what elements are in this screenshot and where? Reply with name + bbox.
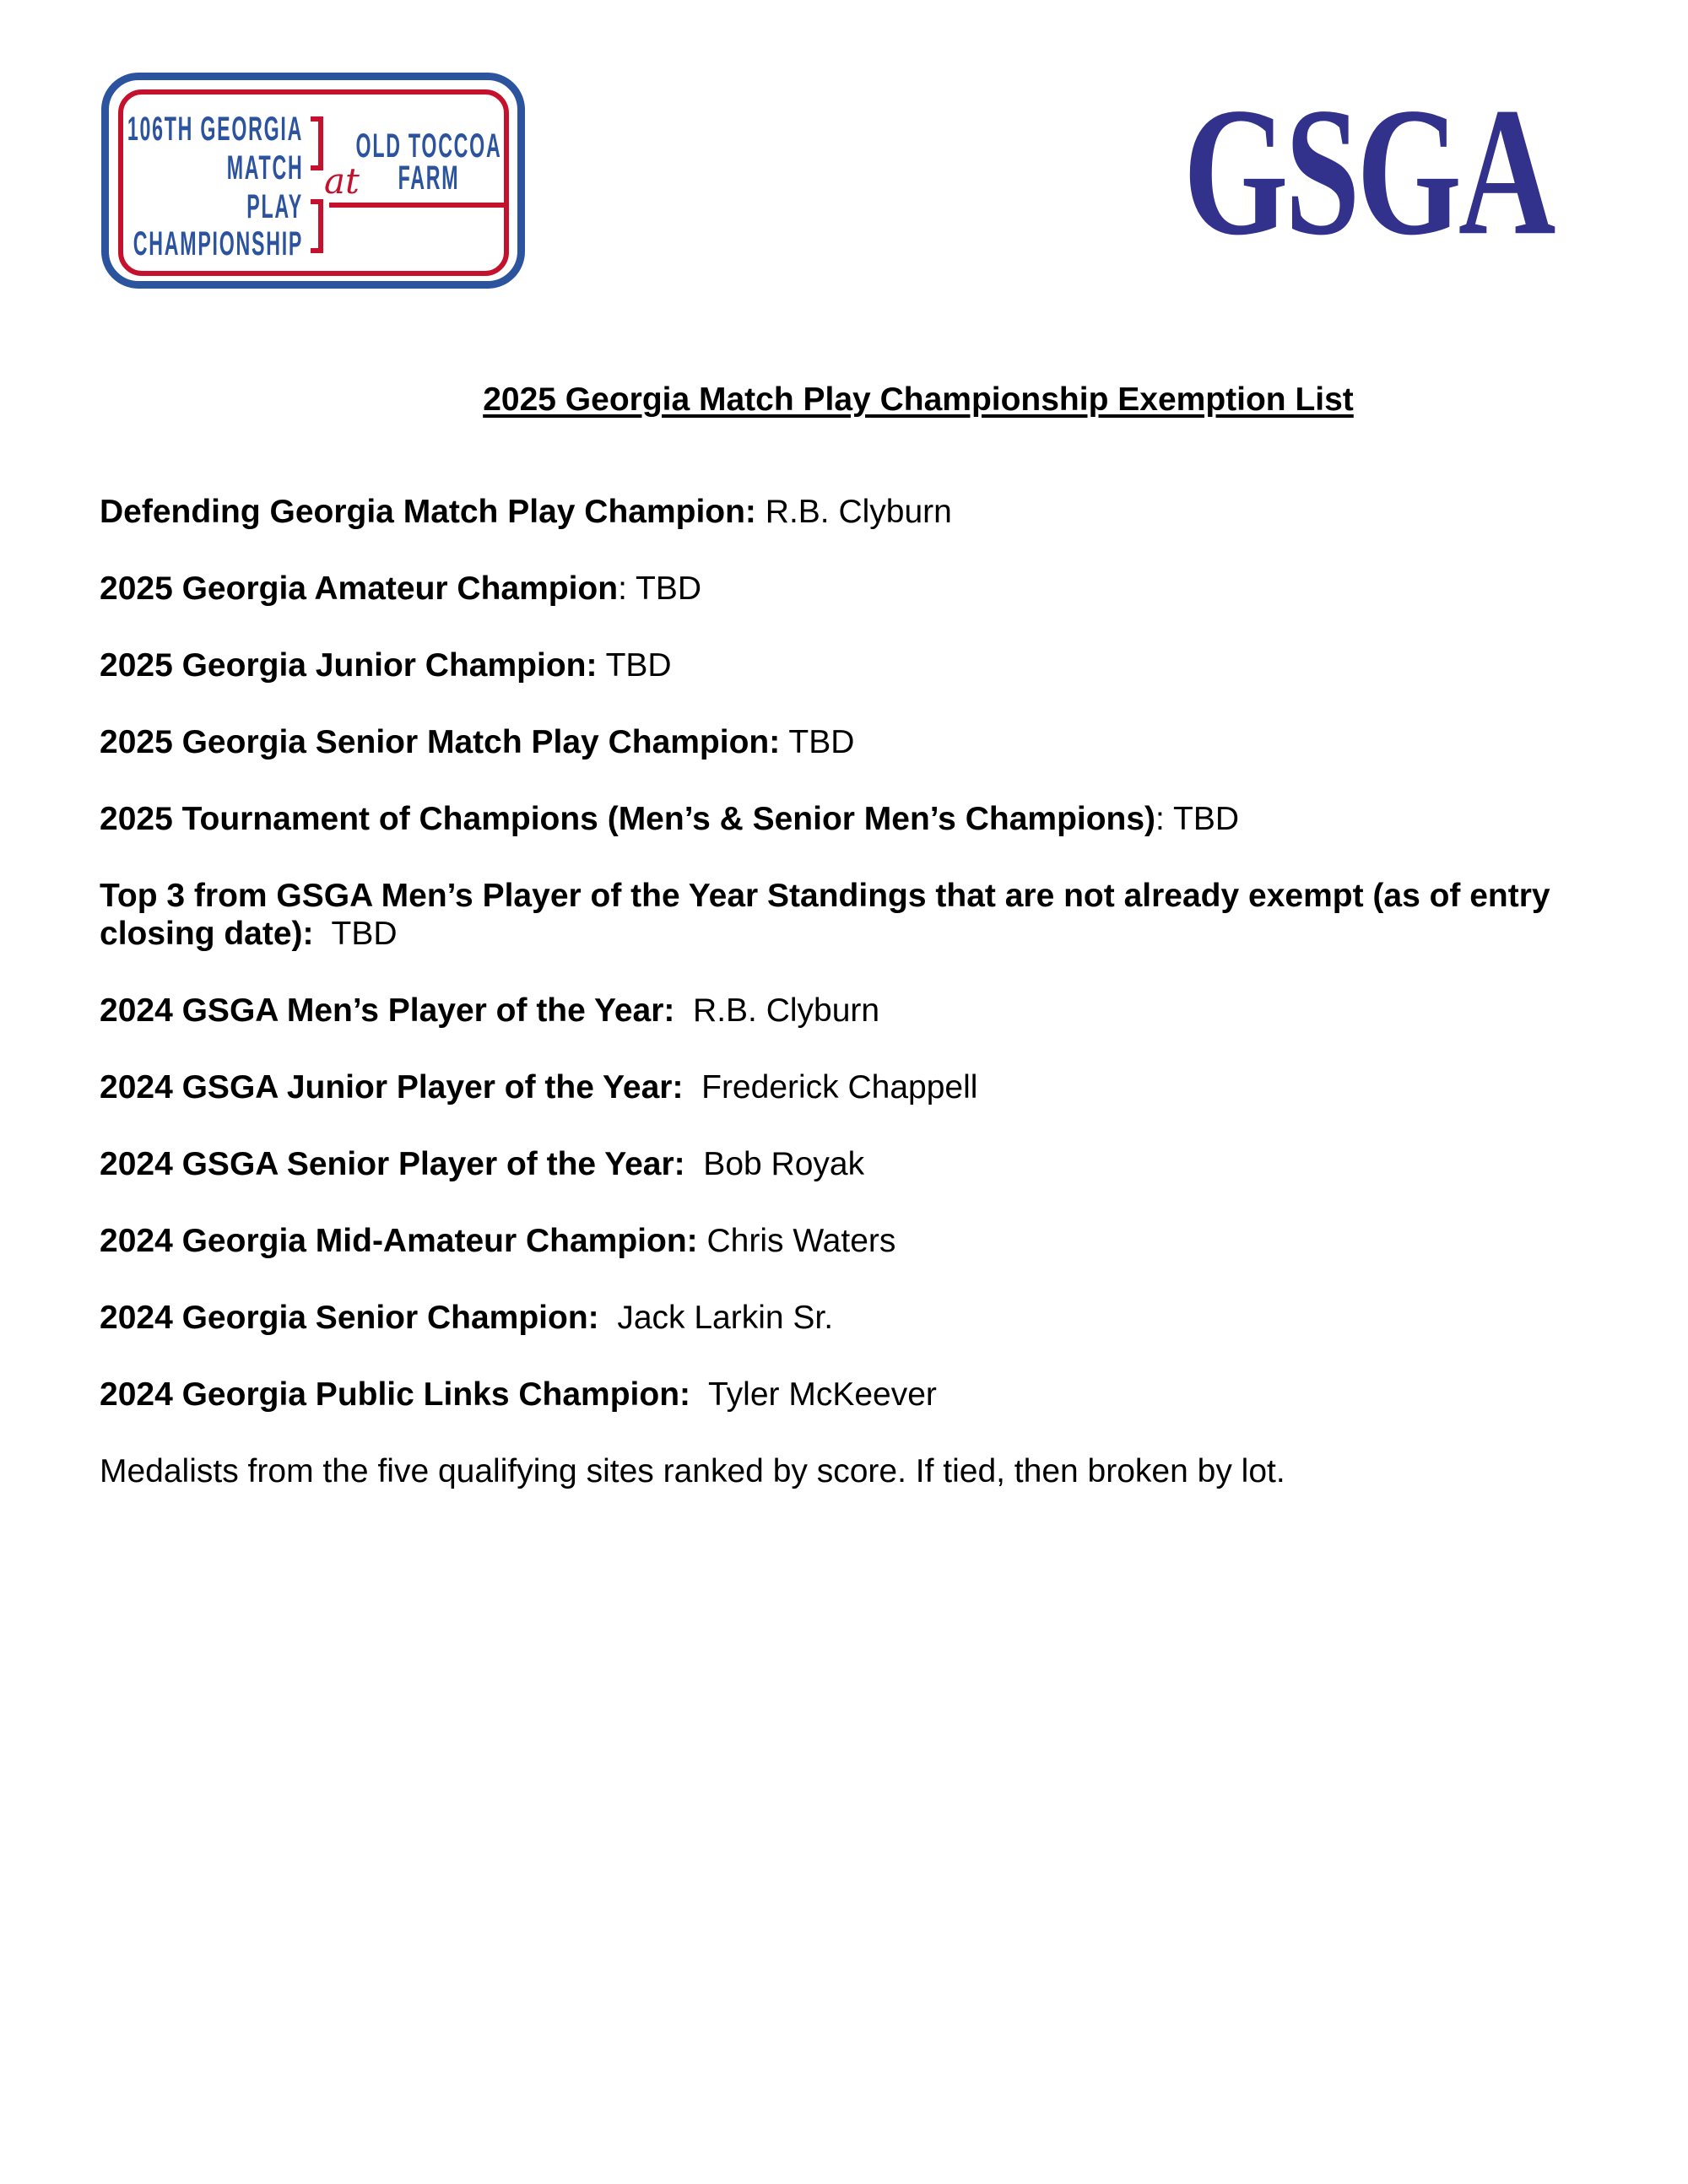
- exemption-label: 2024 GSGA Senior Player of the Year:: [100, 1146, 685, 1182]
- bracket-icon: [311, 116, 323, 170]
- exemption-value: R.B. Clyburn: [674, 992, 880, 1029]
- exemption-value: R.B. Clyburn: [755, 494, 952, 530]
- exemption-value: Frederick Chappell: [683, 1069, 978, 1106]
- exemption-value: Chris Waters: [697, 1223, 896, 1259]
- exemption-row: [100, 570, 1587, 608]
- event-logo-rule: [329, 203, 509, 208]
- exemption-value: : TBD: [1155, 801, 1240, 837]
- event-logo-venue-1: OLD TOCCOA: [355, 127, 502, 165]
- event-logo-line-4: CHAMPIONSHIP: [133, 225, 303, 262]
- event-logo-at: at: [324, 160, 360, 202]
- exemption-row: [100, 1376, 1587, 1414]
- exemption-value: Jack Larkin Sr.: [598, 1300, 834, 1336]
- exemption-label: 2025 Georgia Amateur Champion: [100, 570, 619, 607]
- exemption-row: [100, 723, 1587, 761]
- exemption-row: [100, 800, 1587, 838]
- exemption-row: [100, 877, 1587, 953]
- title-row: [0, 381, 1688, 419]
- exemption-label: 2025 Georgia Senior Match Play Champion:: [100, 724, 781, 760]
- exemption-label: Defending Georgia Match Play Champion:: [100, 494, 756, 530]
- medalists-note: Medalists from the five qualifying sites ranked by score. If tied, then broken by lot.: [100, 1453, 1285, 1489]
- exemption-row: [100, 1145, 1587, 1183]
- exemption-value: Bob Royak: [684, 1146, 865, 1182]
- exemption-label: 2024 GSGA Men’s Player of the Year:: [100, 992, 675, 1029]
- exemption-list: [100, 493, 1587, 1529]
- exemption-value: : TBD: [618, 570, 702, 607]
- exemption-value: TBD: [780, 724, 855, 760]
- event-logo-line-2: MATCH: [226, 149, 303, 187]
- exemption-label: 2024 Georgia Senior Champion:: [100, 1300, 599, 1336]
- exemption-row: [100, 992, 1587, 1030]
- exemption-label: 2024 Georgia Public Links Champion:: [100, 1376, 691, 1413]
- exemption-label: 2024 Georgia Mid-Amateur Champion:: [100, 1223, 698, 1259]
- exemption-label: 2024 GSGA Junior Player of the Year:: [100, 1069, 684, 1106]
- exemption-row: [100, 493, 1587, 531]
- exemption-label: 2025 Tournament of Champions (Men’s & Senior Men’s Champions): [100, 801, 1156, 837]
- exemption-value: Tyler McKeever: [690, 1376, 937, 1413]
- exemption-label: 2025 Georgia Junior Champion:: [100, 647, 598, 684]
- exemption-row: [100, 1068, 1587, 1106]
- event-logo-line-3: PLAY: [246, 188, 303, 225]
- page-title: 2025 Georgia Match Play Championship Exemption List: [483, 381, 1354, 418]
- exemption-row: [100, 646, 1587, 684]
- exemption-row: [100, 1222, 1587, 1260]
- exemption-label: Top 3 from GSGA Men’s Player of the Year Standings that are not already exempt (as of entry closing date):: [100, 878, 1560, 952]
- bracket-icon: [311, 199, 323, 253]
- event-logo: [101, 73, 525, 289]
- event-logo-line-1: 106TH GEORGIA: [127, 111, 303, 148]
- gsga-logo-text: GSGA: [1183, 68, 1553, 273]
- gsga-logo: [1183, 68, 1580, 273]
- event-logo-venue-2: FARM: [398, 159, 460, 197]
- exemption-row: [100, 1299, 1587, 1337]
- exemption-value: TBD: [313, 916, 398, 952]
- exemption-value: TBD: [597, 647, 672, 684]
